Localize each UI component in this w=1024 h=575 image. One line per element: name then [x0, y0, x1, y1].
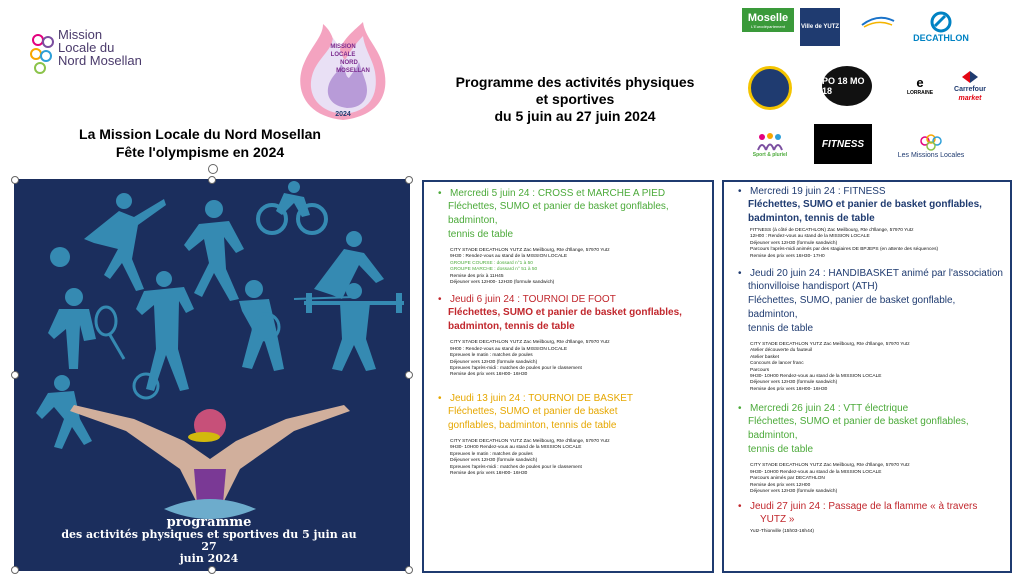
logo-line: Locale du [58, 40, 115, 55]
event-item [736, 501, 1006, 535]
event-activities: Fléchettes, SUMO et panier de basket gonflables, badminton, tennis de table [748, 416, 969, 456]
event-title: • Jeudi 6 juin 24 : TOURNOI DE FOOT [436, 294, 708, 306]
fitness-logo: FITNESS [814, 124, 872, 164]
resize-handle[interactable] [405, 176, 413, 184]
event-item [736, 268, 1006, 393]
decathlon-icon [930, 11, 952, 33]
event-item [736, 403, 1006, 495]
badge-text: MOSELLAN [336, 68, 370, 74]
missions-locales-icon [918, 134, 944, 152]
event-title: • Jeudi 27 juin 24 : Passage de la flamme « à travers [736, 501, 1006, 513]
event-details: CITY STADE DECATHLON YUTZ Zac Meilbourg, Rte d'Illange, 57970 Yutz 9H30 : Rendez-vous au stand de la MISSION LOCALE GROUPE COURSE : dossard n°1 à 50 GROUPE MARCHE : dossard n° 51 à 50 Remise des prix à 11H45 Déjeuner vers 12H00- 12H30 (formule sandwich) [450, 248, 610, 286]
moselle-logo: Moselle L'Eurodépartement [742, 8, 794, 32]
event-activities: Fléchettes, SUMO et panier de basket gonflables, badminton, tennis de table [448, 201, 669, 240]
sports-silhouettes-illustration [14, 179, 410, 571]
caption-line: juin 2024 [179, 552, 239, 565]
resize-handle[interactable] [208, 566, 216, 574]
agglo-logo [858, 10, 898, 32]
event-details: CITY STADE DECATHLON YUTZ Zac Meilbourg, Rte d'Illange, 57970 Yutz Atelier découverte du fauteuil Atelier basket Concours de lancer franc Parcours 9H30- 10H00 Rendez-vous au stand de la MISSION LOCALE Déjeuner vers 12H30 (formule sandwich) Remise des prix vers 16H00- 16H30 [750, 342, 910, 392]
carrefour-logo: Carrefour market [948, 66, 992, 106]
page-title [420, 74, 730, 125]
event-activities: Fléchettes, SUMO et panier de basket gonflables, badminton, tennis de table [448, 307, 682, 333]
event-item [736, 186, 1006, 260]
event-item [436, 294, 708, 378]
e2c-logo: e LORRAINE [906, 75, 934, 96]
events-panel-right [722, 180, 1012, 573]
subtitle-line: La Mission Locale du Nord Mosellan [79, 126, 321, 142]
event-title: • Mercredi 19 juin 24 : FITNESS [736, 186, 1006, 198]
caption-line: programme [166, 515, 252, 530]
event-item [436, 393, 708, 477]
event-poster [14, 179, 410, 571]
club-badge-icon [748, 66, 792, 110]
poster-caption [54, 517, 364, 565]
mission-locale-logo [28, 28, 148, 84]
resize-handle[interactable] [11, 566, 19, 574]
event-details: FIT'NESS (à côté de DECATHLON) Zac Meilbourg, Rte d'Illange, 57970 Yutz 12H00 : Rendez-vous au stand de la MISSION LOCALE Déjeuner vers 12H30 (formule sandwich) Parcours l'après-midi animés par des stagiaires DE BPJEPS (en attente des séquences) Remise des prix vers 16H30- 17H0 [750, 228, 939, 259]
event-title: • Mercredi 5 juin 24 : CROSS et MARCHE A PIED [436, 188, 708, 200]
badge-year: 2024 [335, 111, 351, 118]
missions-locales-logo: Les Missions Locales [895, 128, 967, 164]
event-activities: YUTZ » [760, 514, 795, 526]
decathlon-logo: DECATHLON [910, 8, 972, 46]
rings-icon [28, 28, 58, 78]
event-activities: Fléchettes, SUMO et panier de basket gonflables, badminton, tennis de table [748, 199, 982, 224]
event-activities: thionvilloise handisport (ATH) Fléchettes, SUMO, panier de basket gonflable, badminton, tennis de table [748, 281, 956, 335]
badge-text: LOCALE [330, 52, 356, 58]
yutz-logo: Ville de YUTZ [800, 8, 840, 46]
title-line: et sportives [535, 91, 615, 107]
resize-handle[interactable] [208, 176, 216, 184]
subtitle-line: Fête l'olympisme en 2024 [115, 144, 285, 160]
event-item [436, 188, 708, 286]
caption-line: des activités physiques et sportives du 5 juin au 27 [61, 528, 357, 553]
title-line: du 5 juin au 27 juin 2024 [494, 108, 656, 124]
resize-handle[interactable] [11, 176, 19, 184]
event-details: CITY STADE DECATHLON YUTZ Zac Meilbourg, Rte d'Illange, 57970 Yutz 9H30- 10H00 Rendez-vous au stand de la MISSION LOCALE Epreuves le matin : matches de poules Déjeuner vers 12H30 (formule sandwich) Epreuves l'après-midi : matches de poules pour le classement Remise des prix vers 16H00- 16H30 [450, 438, 610, 476]
event-activities: Fléchettes, SUMO et panier de basket gonflables, badminton, tennis de table [448, 405, 618, 431]
title-line: Programme des activités physiques [455, 74, 695, 90]
logo-line: Nord Mosellan [58, 53, 142, 68]
event-details: CITY STADE DECATHLON YUTZ Zac Meilbourg, Rte d'Illange, 57970 Yutz 9H30- 10H00 Rendez-vous au stand de la MISSION LOCALE Parcours animés par DECATHLON Remise des prix vers 12H00 Déjeuner vers 12H30 (formule sandwich) [750, 463, 910, 494]
page-subtitle [40, 125, 360, 161]
event-details: Yutz-Thionville (15h03-16h44) [750, 529, 814, 535]
resize-handle[interactable] [405, 566, 413, 574]
people-icon [757, 132, 783, 152]
olympics-badge [283, 16, 403, 126]
logo-line: Mission [58, 27, 103, 42]
event-details: CITY STADE DECATHLON YUTZ Zac Meilbourg, Rte d'Illange, 57970 Yutz 9H00 : Rendez-vous au stand de la MISSION LOCALE Epreuves le matin : matches de poules Déjeuner vers 12H30 (formule sandwich) Epreuves l'après-midi : matches de poules pour le classement Remise des prix vers 16H00- 16H30 [450, 340, 610, 378]
rotate-handle[interactable] [208, 164, 218, 174]
resize-handle[interactable] [405, 371, 413, 379]
resize-handle[interactable] [11, 371, 19, 379]
event-title: • Jeudi 13 juin 24 : TOURNOI DE BASKET [436, 393, 708, 405]
event-title: • Mercredi 26 juin 24 : VTT électrique [736, 403, 1006, 415]
badge-text: NORD [340, 60, 358, 66]
badge-text: MISSION [330, 44, 356, 50]
event-title: • Jeudi 20 juin 24 : HANDIBASKET animé par l'association [736, 268, 1006, 280]
events-panel-left [422, 180, 714, 573]
sport-pluriel-logo: Sport & pluriel [746, 128, 794, 162]
po18-logo: PO 18 MO 18 [822, 66, 872, 106]
carrefour-icon [960, 69, 980, 85]
